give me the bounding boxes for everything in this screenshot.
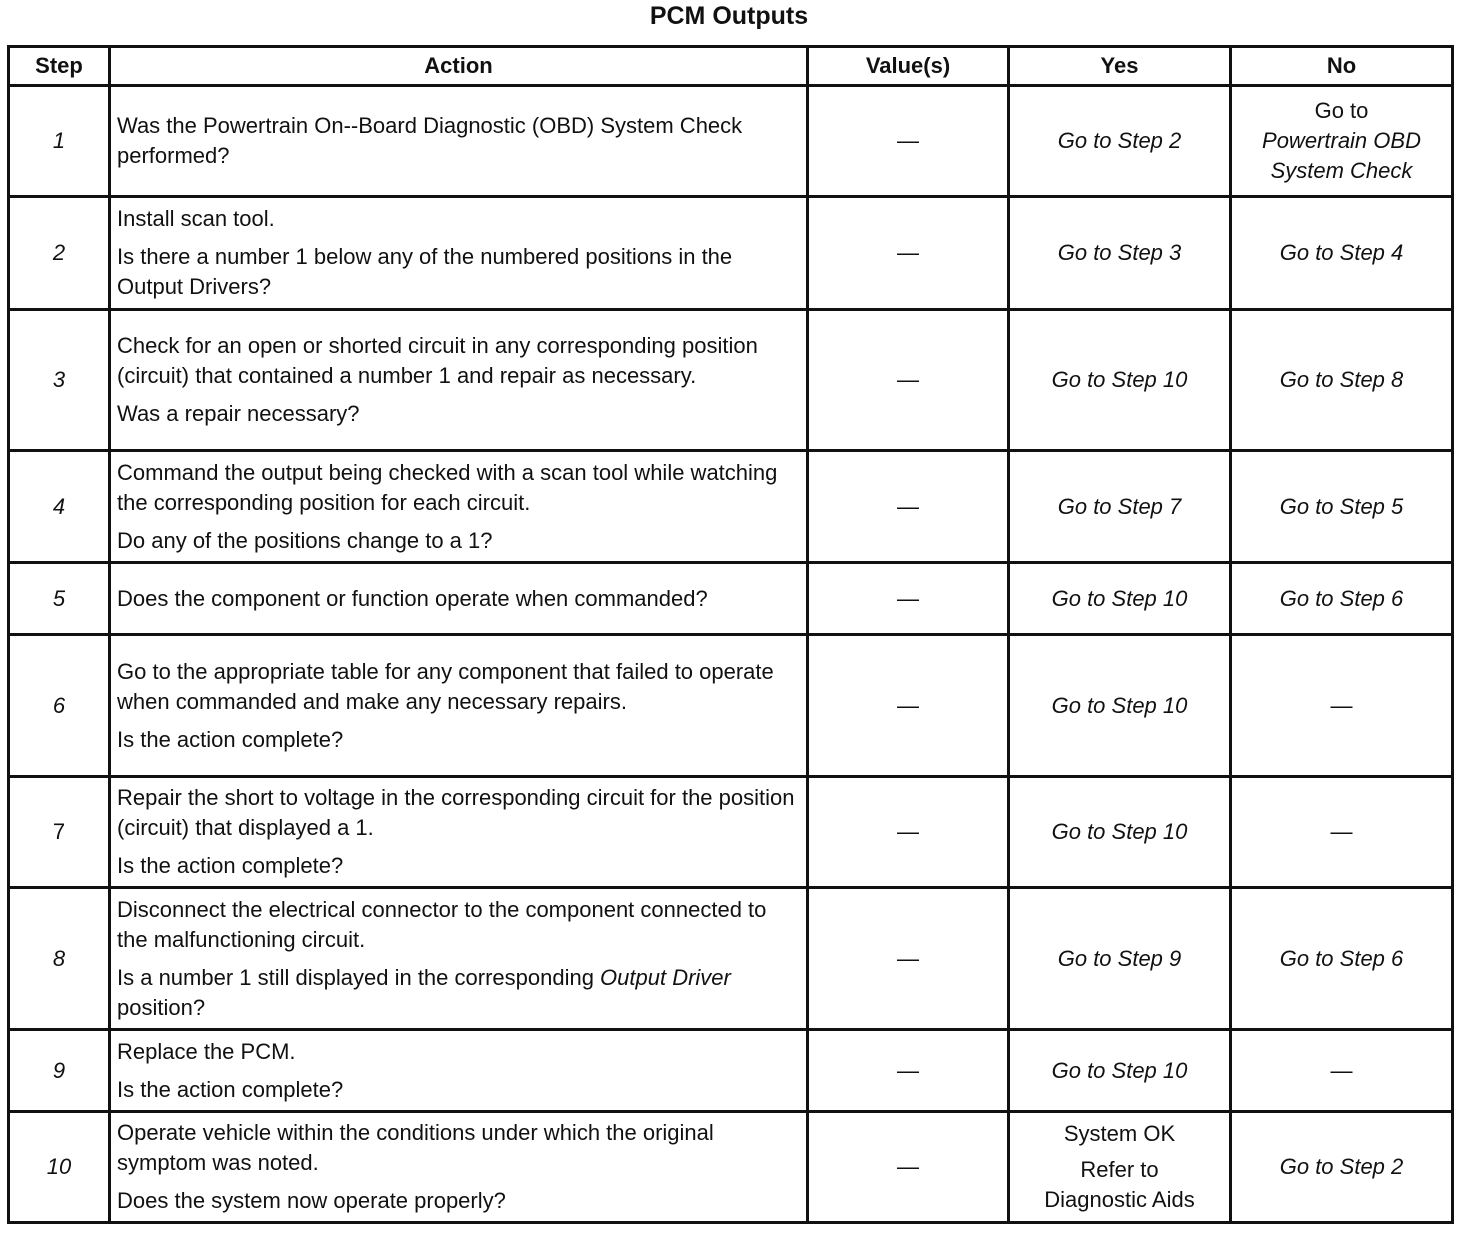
action-text: Was the Powertrain On--Board Diagnostic (OBD) System Check performed? bbox=[117, 113, 743, 168]
yes-line-1: System OK bbox=[1063, 1121, 1176, 1146]
value-cell: — bbox=[808, 563, 1009, 635]
yes-cell: Go to Step 10 bbox=[1009, 310, 1231, 451]
step-number: 9 bbox=[9, 1030, 110, 1112]
action-cell bbox=[110, 1112, 808, 1223]
action-question: Was a repair necessary? bbox=[117, 401, 360, 426]
yes-cell bbox=[1009, 1112, 1231, 1223]
table-row bbox=[9, 888, 1453, 1030]
value-cell: — bbox=[808, 197, 1009, 310]
action-text: Repair the short to voltage in the corresponding circuit for the position (circuit) that displayed a 1. bbox=[117, 785, 795, 840]
question-part-2: position? bbox=[117, 994, 206, 1020]
step-number: 2 bbox=[9, 197, 110, 310]
table-row bbox=[9, 1030, 1453, 1112]
action-question: Is there a number 1 below any of the numbered positions in the Output Drivers? bbox=[117, 244, 733, 299]
table-row bbox=[9, 451, 1453, 563]
action-cell bbox=[110, 197, 808, 310]
yes-cell: Go to Step 9 bbox=[1009, 888, 1231, 1030]
table-row bbox=[9, 635, 1453, 777]
action-question: Does the system now operate properly? bbox=[117, 1188, 506, 1213]
no-line-1: Go to bbox=[1314, 98, 1369, 123]
step-number: 1 bbox=[9, 86, 110, 197]
action-question: Do any of the positions change to a 1? bbox=[117, 527, 493, 553]
table-row bbox=[9, 777, 1453, 888]
action-cell bbox=[110, 451, 808, 563]
no-cell bbox=[1231, 86, 1453, 197]
yes-line-3: Diagnostic Aids bbox=[1044, 1187, 1195, 1212]
page-title: PCM Outputs bbox=[649, 2, 809, 30]
action-text: Go to the appropriate table for any component that failed to operate when commanded and make any necessary repairs. bbox=[117, 658, 774, 714]
yes-cell: Go to Step 7 bbox=[1009, 451, 1231, 563]
yes-cell: Go to Step 10 bbox=[1009, 777, 1231, 888]
yes-cell: Go to Step 3 bbox=[1009, 197, 1231, 310]
action-text: Does the component or function operate when commanded? bbox=[117, 585, 708, 611]
no-line-3: System Check bbox=[1270, 158, 1413, 183]
question-part-1: Is a number 1 still displayed in the corresponding bbox=[117, 964, 601, 990]
action-cell bbox=[110, 635, 808, 777]
yes-cell: Go to Step 2 bbox=[1009, 86, 1231, 197]
step-number: 3 bbox=[9, 310, 110, 451]
action-cell bbox=[110, 310, 808, 451]
value-cell: — bbox=[808, 1112, 1009, 1223]
value-cell: — bbox=[808, 451, 1009, 563]
action-text: Install scan tool. bbox=[117, 206, 275, 231]
header-action: Action bbox=[110, 47, 808, 86]
action-text: Disconnect the electrical connector to the component connected to the malfunctioning circuit. bbox=[117, 896, 767, 952]
header-step: Step bbox=[9, 47, 110, 86]
value-cell: — bbox=[808, 888, 1009, 1030]
yes-cell: Go to Step 10 bbox=[1009, 563, 1231, 635]
action-text: Check for an open or shorted circuit in any corresponding position (circuit) that contained a number 1 and repair as necessary. bbox=[117, 333, 758, 388]
action-cell bbox=[110, 563, 808, 635]
step-number: 8 bbox=[9, 888, 110, 1030]
no-line-2: Powertrain OBD bbox=[1262, 128, 1421, 153]
table-row bbox=[9, 310, 1453, 451]
no-cell: Go to Step 8 bbox=[1231, 310, 1453, 451]
action-cell bbox=[110, 86, 808, 197]
value-cell: — bbox=[808, 1030, 1009, 1112]
no-cell: — bbox=[1231, 777, 1453, 888]
action-cell bbox=[110, 777, 808, 888]
header-values: Value(s) bbox=[808, 47, 1009, 86]
no-cell: Go to Step 6 bbox=[1231, 888, 1453, 1030]
yes-cell: Go to Step 10 bbox=[1009, 1030, 1231, 1112]
table-header-row bbox=[9, 47, 1453, 86]
step-number: 10 bbox=[9, 1112, 110, 1223]
step-number: 5 bbox=[9, 563, 110, 635]
no-cell: Go to Step 2 bbox=[1231, 1112, 1453, 1223]
value-cell: — bbox=[808, 635, 1009, 777]
table-row bbox=[9, 197, 1453, 310]
no-cell: — bbox=[1231, 635, 1453, 777]
table-row bbox=[9, 563, 1453, 635]
value-cell: — bbox=[808, 310, 1009, 451]
table-row bbox=[9, 86, 1453, 197]
diagnostic-table bbox=[7, 45, 1454, 1224]
no-cell: — bbox=[1231, 1030, 1453, 1112]
action-question: Is the action complete? bbox=[117, 853, 344, 878]
no-cell: Go to Step 5 bbox=[1231, 451, 1453, 563]
yes-line-2: Refer to bbox=[1080, 1157, 1159, 1182]
action-cell bbox=[110, 888, 808, 1030]
yes-cell: Go to Step 10 bbox=[1009, 635, 1231, 777]
no-cell: Go to Step 4 bbox=[1231, 197, 1453, 310]
no-cell: Go to Step 6 bbox=[1231, 563, 1453, 635]
step-number: 7 bbox=[9, 777, 110, 888]
step-number: 4 bbox=[9, 451, 110, 563]
header-no: No bbox=[1231, 47, 1453, 86]
table-row bbox=[9, 1112, 1453, 1223]
action-question: Is the action complete? bbox=[117, 726, 344, 752]
action-question bbox=[117, 963, 800, 1023]
action-question: Is the action complete? bbox=[117, 1076, 344, 1102]
header-yes: Yes bbox=[1009, 47, 1231, 86]
action-text: Command the output being checked with a scan tool while watching the corresponding position for each circuit. bbox=[117, 459, 778, 515]
action-cell bbox=[110, 1030, 808, 1112]
action-text: Operate vehicle within the conditions under which the original symptom was noted. bbox=[117, 1120, 714, 1175]
question-italic-term: Output Driver bbox=[600, 964, 731, 990]
value-cell: — bbox=[808, 777, 1009, 888]
action-text: Replace the PCM. bbox=[117, 1038, 296, 1064]
step-number: 6 bbox=[9, 635, 110, 777]
value-cell: — bbox=[808, 86, 1009, 197]
